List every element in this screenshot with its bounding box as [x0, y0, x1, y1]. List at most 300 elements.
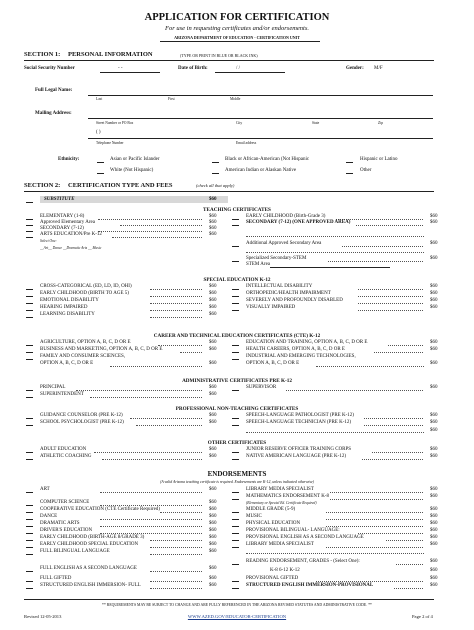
cert-label: EARLY CHILDHOOD SPECIAL EDUCATION — [40, 542, 139, 547]
gender-options[interactable]: M/F — [374, 66, 383, 71]
cert-checkbox[interactable] — [26, 348, 33, 353]
cert-checkbox[interactable] — [232, 515, 239, 520]
cert-label: PHYSICAL EDUCATION — [246, 521, 301, 526]
cert-checkbox[interactable] — [26, 522, 33, 527]
cert-label: Approved Elementary Area — [40, 220, 95, 225]
cert-fee: $60 — [209, 528, 217, 533]
cert-checkbox[interactable] — [232, 355, 239, 360]
cert-checkbox[interactable] — [232, 414, 239, 419]
endorse-requirement-note: (Elementary or Special Ed. Certificate Required) — [246, 501, 317, 505]
cert-fee: $60 — [209, 447, 217, 452]
cert-fee: $60 — [209, 312, 217, 317]
dot-leader — [330, 499, 423, 500]
cert-label: DRIVER'S EDUCATION — [40, 528, 93, 533]
endorsements-note: (A valid Arizona teaching certificate is required. Endorsements are K-12, unless indicated otherwise) — [160, 480, 314, 484]
last-caption: Last — [96, 97, 103, 101]
cert-checkbox[interactable] — [232, 257, 239, 262]
cert-label: FULL GIFTED — [40, 576, 72, 581]
cert-label: ORTHOPEDIC/HEALTH IMPAIRMENT — [246, 291, 331, 296]
endorsements-header: ENDORSEMENTS — [207, 470, 267, 478]
dot-leader — [356, 225, 423, 226]
section2-rule — [24, 191, 434, 192]
cert-fee: $60 — [430, 494, 438, 499]
ssn-field[interactable] — [100, 72, 160, 73]
legal-name-label: Full Legal Name: — [35, 88, 73, 93]
dot-leader — [180, 352, 202, 353]
ethnicity-label: Ethnicity: — [58, 157, 80, 162]
cert-fee: $60 — [209, 542, 217, 547]
cert-checkbox[interactable] — [26, 455, 33, 460]
footer-note: ** REQUIREMENTS MAY BE SUBJECT TO CHANGE AND ARE FULLY REFERENCED IN THE ARIZONA REVISED STATUTES AND ADMINISTRATIVE CODE. ** — [102, 603, 372, 607]
cte-header: CAREER AND TECHNICAL EDUCATION CERTIFICATES (CTE) K-12 — [153, 333, 321, 339]
cert-fee: $60 — [430, 220, 438, 225]
cert-label: GUIDANCE COUNSELOR (PRE K-12) — [40, 413, 123, 418]
cert-checkbox[interactable] — [26, 313, 33, 318]
teaching-header: TEACHING CERTIFICATES — [203, 207, 271, 213]
cert-fee: $60 — [430, 514, 438, 519]
dot-leader — [362, 459, 423, 460]
cert-fee: $60 — [430, 256, 438, 261]
divider — [160, 41, 320, 42]
eth-option: American Indian or Alaskan Native — [225, 168, 297, 173]
cert-checkbox[interactable] — [232, 560, 239, 565]
cert-fee: $60 — [430, 214, 438, 219]
dot-leader — [286, 390, 423, 391]
cte-option-label: OPTION A, B, C, D OR E — [40, 361, 94, 366]
cert-label: BUSINESS AND MARKETING, OPTION A, B, C, D OR E — [40, 347, 163, 352]
cert-label: COOPERATIVE EDUCATION (CTE Certificate Required) — [40, 507, 160, 512]
legal-name-field[interactable] — [88, 95, 433, 96]
cert-fee: $60 — [209, 214, 217, 219]
dot-leader — [150, 547, 202, 548]
cert-label: ELEMENTARY (1-8) — [40, 214, 85, 219]
cert-fee: $60 — [430, 284, 438, 289]
substitute-label: SUBSTITUTE — [44, 197, 75, 202]
cert-checkbox[interactable] — [232, 341, 239, 346]
cert-checkbox[interactable] — [232, 536, 239, 541]
cert-label: FULL BILINGUAL LANGUAGE — [40, 549, 110, 554]
admin-header: ADMINISTRATIVE CERTIFICATES PRE K-12 — [182, 378, 292, 384]
reading-grade-options[interactable]: K-8 6-12 K-12 — [270, 568, 300, 573]
cert-checkbox[interactable] — [26, 488, 33, 493]
cert-label: FULL ENGLISH AS A SECOND LANGUAGE — [40, 566, 137, 571]
cert-checkbox[interactable] — [232, 306, 239, 311]
cert-checkbox[interactable] — [26, 584, 33, 589]
eth-option: Other — [360, 168, 372, 173]
email-caption: Email address — [236, 141, 257, 145]
cert-label: INTELLECTUAL DISABILITY — [246, 284, 313, 289]
cert-checkbox[interactable] — [26, 567, 33, 572]
dot-leader — [358, 303, 423, 304]
cert-label: LIBRARY MEDIA SPECIALIST — [246, 542, 314, 547]
cert-checkbox[interactable] — [232, 508, 239, 513]
stem-area-field[interactable] — [270, 267, 390, 268]
mailing-label: Mailing Address: — [35, 111, 72, 116]
city-caption: City — [236, 121, 243, 125]
dot-leader — [100, 526, 202, 527]
cert-fee: $60 — [209, 500, 217, 505]
dot-leader — [316, 581, 423, 582]
dot-leader — [130, 418, 202, 419]
dot-leader — [386, 540, 423, 541]
dot-leader — [326, 512, 423, 513]
cert-checkbox[interactable] — [232, 215, 239, 220]
dot-leader — [150, 571, 202, 572]
eth-checkbox[interactable] — [212, 169, 219, 174]
cert-checkbox[interactable] — [26, 306, 33, 311]
substitute-checkbox[interactable] — [26, 198, 33, 203]
cert-checkbox[interactable] — [26, 299, 33, 304]
ssn-label: Social Security Number — [24, 66, 75, 71]
cert-checkbox[interactable] — [232, 292, 239, 297]
dot-leader — [100, 533, 202, 534]
cert-checkbox[interactable] — [232, 221, 239, 226]
dot-leader — [90, 397, 202, 398]
stem-area-label: STEM Area — [246, 262, 271, 267]
cert-label: COMPUTER SCIENCE — [40, 500, 90, 505]
section2-title: CERTIFICATION TYPE AND FEES — [68, 182, 173, 189]
cert-label: READING ENDORSEMENT, GRADES - (Select One): — [246, 559, 360, 564]
cert-checkbox[interactable] — [26, 515, 33, 520]
eth-checkbox[interactable] — [97, 169, 104, 174]
sped-header: SPECIAL EDUCATION K-12 — [203, 277, 271, 283]
dob-separators: / / — [236, 66, 241, 71]
cert-checkbox[interactable] — [232, 386, 239, 391]
eth-checkbox[interactable] — [97, 158, 104, 163]
cert-label: SPEECH-LANGUAGE TECHNICIAN (PRE K-12) — [246, 420, 352, 425]
phone-email-field[interactable] — [88, 138, 433, 139]
cert-checkbox[interactable] — [232, 285, 239, 290]
cert-fee: $60 — [209, 507, 217, 512]
cert-label: NATIVE AMERICAN LANGUAGE (PRE K-12) — [246, 454, 346, 459]
cert-fee: $60 — [430, 521, 438, 526]
cert-fee: $60 — [209, 347, 217, 352]
cert-label: SECONDARY (7-12) (ONE APPROVED AREA) — [246, 220, 351, 225]
dot-leader — [150, 310, 202, 311]
form-title: APPLICATION FOR CERTIFICATION — [144, 12, 330, 23]
cert-checkbox[interactable] — [26, 508, 33, 513]
eth-checkbox[interactable] — [346, 158, 353, 163]
dot-leader — [100, 505, 202, 506]
cert-label: PRINCIPAL — [40, 385, 66, 390]
eth-option: Black or African-American (Not Hispanic — [225, 157, 310, 162]
eth-option: White (Not Hispanic) — [110, 168, 154, 173]
cert-checkbox[interactable] — [232, 448, 239, 453]
dot-leader — [150, 540, 202, 541]
dot-leader — [358, 533, 423, 534]
state-caption: State — [312, 121, 320, 125]
cert-label: EMOTIONAL DISABILITY — [40, 298, 99, 303]
gender-label: Gender: — [346, 66, 364, 71]
cert-label: LEARNING DISABILITY — [40, 312, 95, 317]
cert-fee: $60 — [430, 568, 438, 573]
page-number: Page 2 of 4 — [412, 614, 433, 619]
dot-leader — [358, 310, 423, 311]
form-subtitle: For use in requesting certificates and/or endorsements. — [164, 25, 309, 32]
cert-fee: $60 — [430, 447, 438, 452]
cert-checkbox[interactable] — [232, 577, 239, 582]
cert-fee: $60 — [209, 298, 217, 303]
cert-checkbox[interactable] — [26, 543, 33, 548]
cert-label: STRUCTURED ENGLISH IMMERSION-PROVISIONAL — [246, 583, 374, 588]
cert-checkbox[interactable] — [232, 529, 239, 534]
cert-label: HEARING IMPAIRED — [40, 305, 88, 310]
blank-line — [246, 236, 424, 237]
dot-leader — [158, 345, 202, 346]
cert-fee: $60 — [430, 428, 438, 433]
cert-checkbox[interactable] — [232, 488, 239, 493]
dot-leader — [150, 303, 202, 304]
dot-leader — [374, 352, 423, 353]
cert-checkbox[interactable] — [26, 448, 33, 453]
cert-fee: $60 — [209, 454, 217, 459]
dot-leader — [364, 425, 423, 426]
cert-fee: $60 — [209, 521, 217, 526]
cert-label: ADULT EDUCATION — [40, 447, 87, 452]
cert-checkbox[interactable] — [232, 421, 239, 426]
cert-fee: $60 — [209, 583, 217, 588]
cert-checkbox[interactable] — [26, 414, 33, 419]
dob-field[interactable] — [215, 72, 285, 73]
cert-checkbox[interactable] — [26, 536, 33, 541]
cert-fee: $60 — [209, 535, 217, 540]
cert-checkbox[interactable] — [26, 215, 33, 220]
cert-label: DANCE — [40, 514, 58, 519]
arts-options[interactable]: __Art__ Dance __Dramatic Arts __ Music — [40, 246, 102, 250]
dot-leader — [150, 554, 202, 555]
first-caption: First — [168, 97, 175, 101]
cert-checkbox[interactable] — [26, 550, 33, 555]
dot-leader — [98, 219, 202, 220]
cert-label: VISUALLY IMPAIRED — [246, 305, 296, 310]
cert-fee: $60 — [430, 420, 438, 425]
cert-label: FAMILY AND CONSUMER SCIENCES, — [40, 354, 126, 359]
dot-leader — [328, 261, 423, 262]
cert-label: AGRICULTURE, OPTION A, B, C, D OR E — [40, 340, 131, 345]
dot-leader — [372, 452, 423, 453]
dot-leader — [160, 512, 202, 513]
ssn-separators: - - — [118, 66, 123, 71]
dot-leader — [326, 519, 423, 520]
cert-fee: $60 — [209, 284, 217, 289]
cert-checkbox[interactable] — [26, 341, 33, 346]
cert-checkbox[interactable] — [26, 355, 33, 360]
website-link[interactable]: WWW.AZED.GOV/EDUCATOR-CERTIFICATION — [187, 614, 287, 619]
cert-label: ARTS EDUCATION/Pre K-12 — [40, 232, 102, 237]
cert-fee: $60 — [430, 454, 438, 459]
cert-checkbox[interactable] — [26, 393, 33, 398]
cert-fee: $60 — [209, 514, 217, 519]
cert-fee: $60 — [209, 549, 217, 554]
phone-area[interactable]: ( ) — [96, 130, 101, 135]
cert-label: SPEECH-LANGUAGE PATHOLOGIST (PRE K-12) — [246, 413, 354, 418]
dot-leader — [120, 225, 202, 226]
section2-note: (check all that apply) — [196, 183, 235, 188]
cert-fee: $60 — [209, 487, 217, 492]
dot-leader — [100, 492, 202, 493]
cert-label: DRAMATIC ARTS — [40, 521, 80, 526]
cert-fee: $60 — [430, 241, 438, 246]
dot-leader — [94, 452, 202, 453]
cert-label: MUSIC — [246, 514, 262, 519]
cert-fee: $60 — [430, 291, 438, 296]
dot-leader — [316, 366, 424, 367]
cert-checkbox[interactable] — [232, 522, 239, 527]
cert-checkbox[interactable] — [232, 584, 239, 589]
cert-checkbox[interactable] — [232, 348, 239, 353]
cert-fee: $60 — [209, 232, 217, 237]
cert-label: ART — [40, 487, 50, 492]
cert-checkbox[interactable] — [26, 233, 33, 238]
footer-rule — [24, 599, 434, 600]
cert-checkbox[interactable] — [26, 501, 33, 506]
cert-checkbox[interactable] — [26, 285, 33, 290]
cert-checkbox[interactable] — [232, 455, 239, 460]
mailing-field[interactable] — [88, 118, 433, 119]
dot-leader — [150, 581, 202, 582]
cert-label: MIDDLE GRADE (5-9) — [246, 507, 296, 512]
cert-label: PROVISIONAL ENGLISH AS A SECOND LANGUAGE — [246, 535, 364, 540]
dot-leader — [150, 296, 202, 297]
cte-option-label: OPTION A, B, C, D OR E — [246, 361, 300, 366]
cert-fee: $60 — [209, 420, 217, 425]
dot-leader — [150, 317, 202, 318]
dot-leader — [388, 345, 423, 346]
cert-label: HEALTH CAREERS, OPTION A, B, C, D OR E — [246, 347, 345, 352]
cert-label: STRUCTURED ENGLISH IMMERSION- FULL — [40, 583, 141, 588]
cert-fee: $60 — [209, 385, 217, 390]
cert-label: SECONDARY (7-12) — [40, 226, 84, 231]
other-header: OTHER CERTIFICATES — [207, 440, 267, 446]
cert-label: EDUCATION AND TRAINING, OPTION A, B, C, D OR E — [246, 340, 368, 345]
dot-leader — [76, 390, 202, 391]
dot-leader — [358, 289, 423, 290]
cert-fee: $60 — [209, 361, 217, 366]
cert-label: EARLY CHILDHOOD (Birth-Grade 3) — [246, 214, 326, 219]
eth-option: Hispanic or Latino — [360, 157, 398, 162]
dot-leader — [112, 237, 202, 238]
dot-leader — [102, 459, 202, 460]
cert-label: EARLY CHILDHOOD (BIRTH TO AGE 5) — [40, 291, 129, 296]
dot-leader — [342, 246, 423, 247]
eth-checkbox[interactable] — [346, 169, 353, 174]
cert-fee: $60 — [430, 559, 438, 564]
dept-name: ARIZONA DEPARTMENT OF EDUCATION - CERTIFICATION UNIT — [174, 35, 300, 40]
cert-label: ATHLETIC COACHING — [40, 454, 92, 459]
cert-fee: $60 — [430, 487, 438, 492]
cert-label: CROSS-CATEGORICAL (ED, LD, ID, OHI) — [40, 284, 132, 289]
cert-label: PROVISIONAL BILINGUAL- LANGUAGE: — [246, 528, 340, 533]
cert-checkbox[interactable] — [26, 577, 33, 582]
cert-label: MATHEMATICS ENDORSEMENT K-8 — [246, 494, 329, 499]
cert-fee: $60 — [209, 340, 217, 345]
cert-label: SEVERELY AND PROFOUNDLY DISABLED — [246, 298, 343, 303]
cert-label: SUPERVISOR — [246, 385, 277, 390]
dot-leader — [394, 588, 423, 589]
cert-fee: $60 — [209, 305, 217, 310]
section1-note: (TYPE OR PRINT IN BLUE OR BLACK INK) — [180, 53, 258, 58]
cert-fee: $60 — [209, 566, 217, 571]
cert-fee: $60 — [209, 576, 217, 581]
cert-checkbox[interactable] — [232, 299, 239, 304]
section1-rule — [24, 60, 434, 61]
dot-leader — [330, 492, 423, 493]
substitute-fee: $60 — [209, 197, 217, 202]
blank-line — [246, 553, 424, 554]
cert-fee: $60 — [430, 528, 438, 533]
cert-checkbox[interactable] — [26, 221, 33, 226]
cert-checkbox[interactable] — [26, 292, 33, 297]
blank-line — [246, 252, 424, 253]
cert-checkbox[interactable] — [26, 227, 33, 232]
cert-label: PROVISIONAL GIFTED — [246, 576, 299, 581]
section1-title: PERSONAL INFORMATION — [68, 51, 153, 58]
cert-fee: $60 — [430, 576, 438, 581]
dot-leader — [100, 519, 202, 520]
cert-checkbox[interactable] — [232, 242, 239, 247]
eth-option: Asian or Pacific Islander — [110, 157, 160, 162]
prof-header: PROFESSIONAL NON-TEACHING CERTIFICATES — [175, 406, 299, 412]
cert-fee: $60 — [430, 535, 438, 540]
dot-leader — [358, 296, 423, 297]
blank-line — [246, 432, 424, 433]
cert-fee: $60 — [209, 413, 217, 418]
cert-fee: $60 — [430, 361, 438, 366]
cert-fee: $60 — [430, 298, 438, 303]
select-one-label: Select One: — [40, 239, 57, 243]
cert-checkbox[interactable] — [26, 386, 33, 391]
cert-checkbox[interactable] — [26, 421, 33, 426]
cert-fee: $60 — [430, 542, 438, 547]
cert-label: Additional Approved Secondary Area — [246, 241, 322, 246]
dot-leader — [150, 289, 202, 290]
cert-checkbox[interactable] — [232, 543, 239, 548]
dot-leader — [110, 366, 202, 367]
cert-fee: $60 — [430, 340, 438, 345]
dot-leader — [326, 526, 423, 527]
middle-caption: Middle — [230, 97, 241, 101]
cert-fee: $60 — [209, 220, 217, 225]
section1-label: SECTION 1: — [24, 51, 61, 58]
eth-checkbox[interactable] — [212, 158, 219, 163]
cert-fee: $60 — [430, 583, 438, 588]
cert-fee: $60 — [430, 413, 438, 418]
cert-fee: $60 — [430, 507, 438, 512]
cert-fee: $60 — [209, 392, 217, 397]
dot-leader — [326, 547, 423, 548]
phone-caption: Telephone Number — [96, 141, 124, 145]
cert-label: EARLY CHILDHOOD (BIRTH-AGE 8/GRADE 3) — [40, 535, 145, 540]
cert-checkbox[interactable] — [26, 529, 33, 534]
street-caption: Street Number or PO Box — [96, 121, 134, 125]
dot-leader — [98, 231, 202, 232]
zip-caption: Zip — [378, 121, 383, 125]
dob-label: Date of Birth: — [178, 66, 208, 71]
dot-leader — [136, 425, 202, 426]
cert-label: JUNIOR RESERVE OFFICER TRAINING CORPS — [246, 447, 352, 452]
cert-label: SCHOOL PSYCHOLOGIST (PRE K-12) — [40, 420, 124, 425]
dot-leader — [150, 588, 202, 589]
cert-fee: $60 — [209, 226, 217, 231]
cert-label: SUPERINTENDENT — [40, 392, 84, 397]
dot-leader — [396, 564, 423, 565]
dot-leader — [364, 418, 423, 419]
revised-date: Revised 12-05-2013 — [24, 614, 62, 619]
cert-fee: $60 — [430, 347, 438, 352]
cert-label: INDUSTRIAL AND EMERGING TECHNOLOGIES, — [246, 354, 356, 359]
cert-checkbox[interactable] — [232, 495, 239, 500]
cert-fee: $60 — [430, 385, 438, 390]
